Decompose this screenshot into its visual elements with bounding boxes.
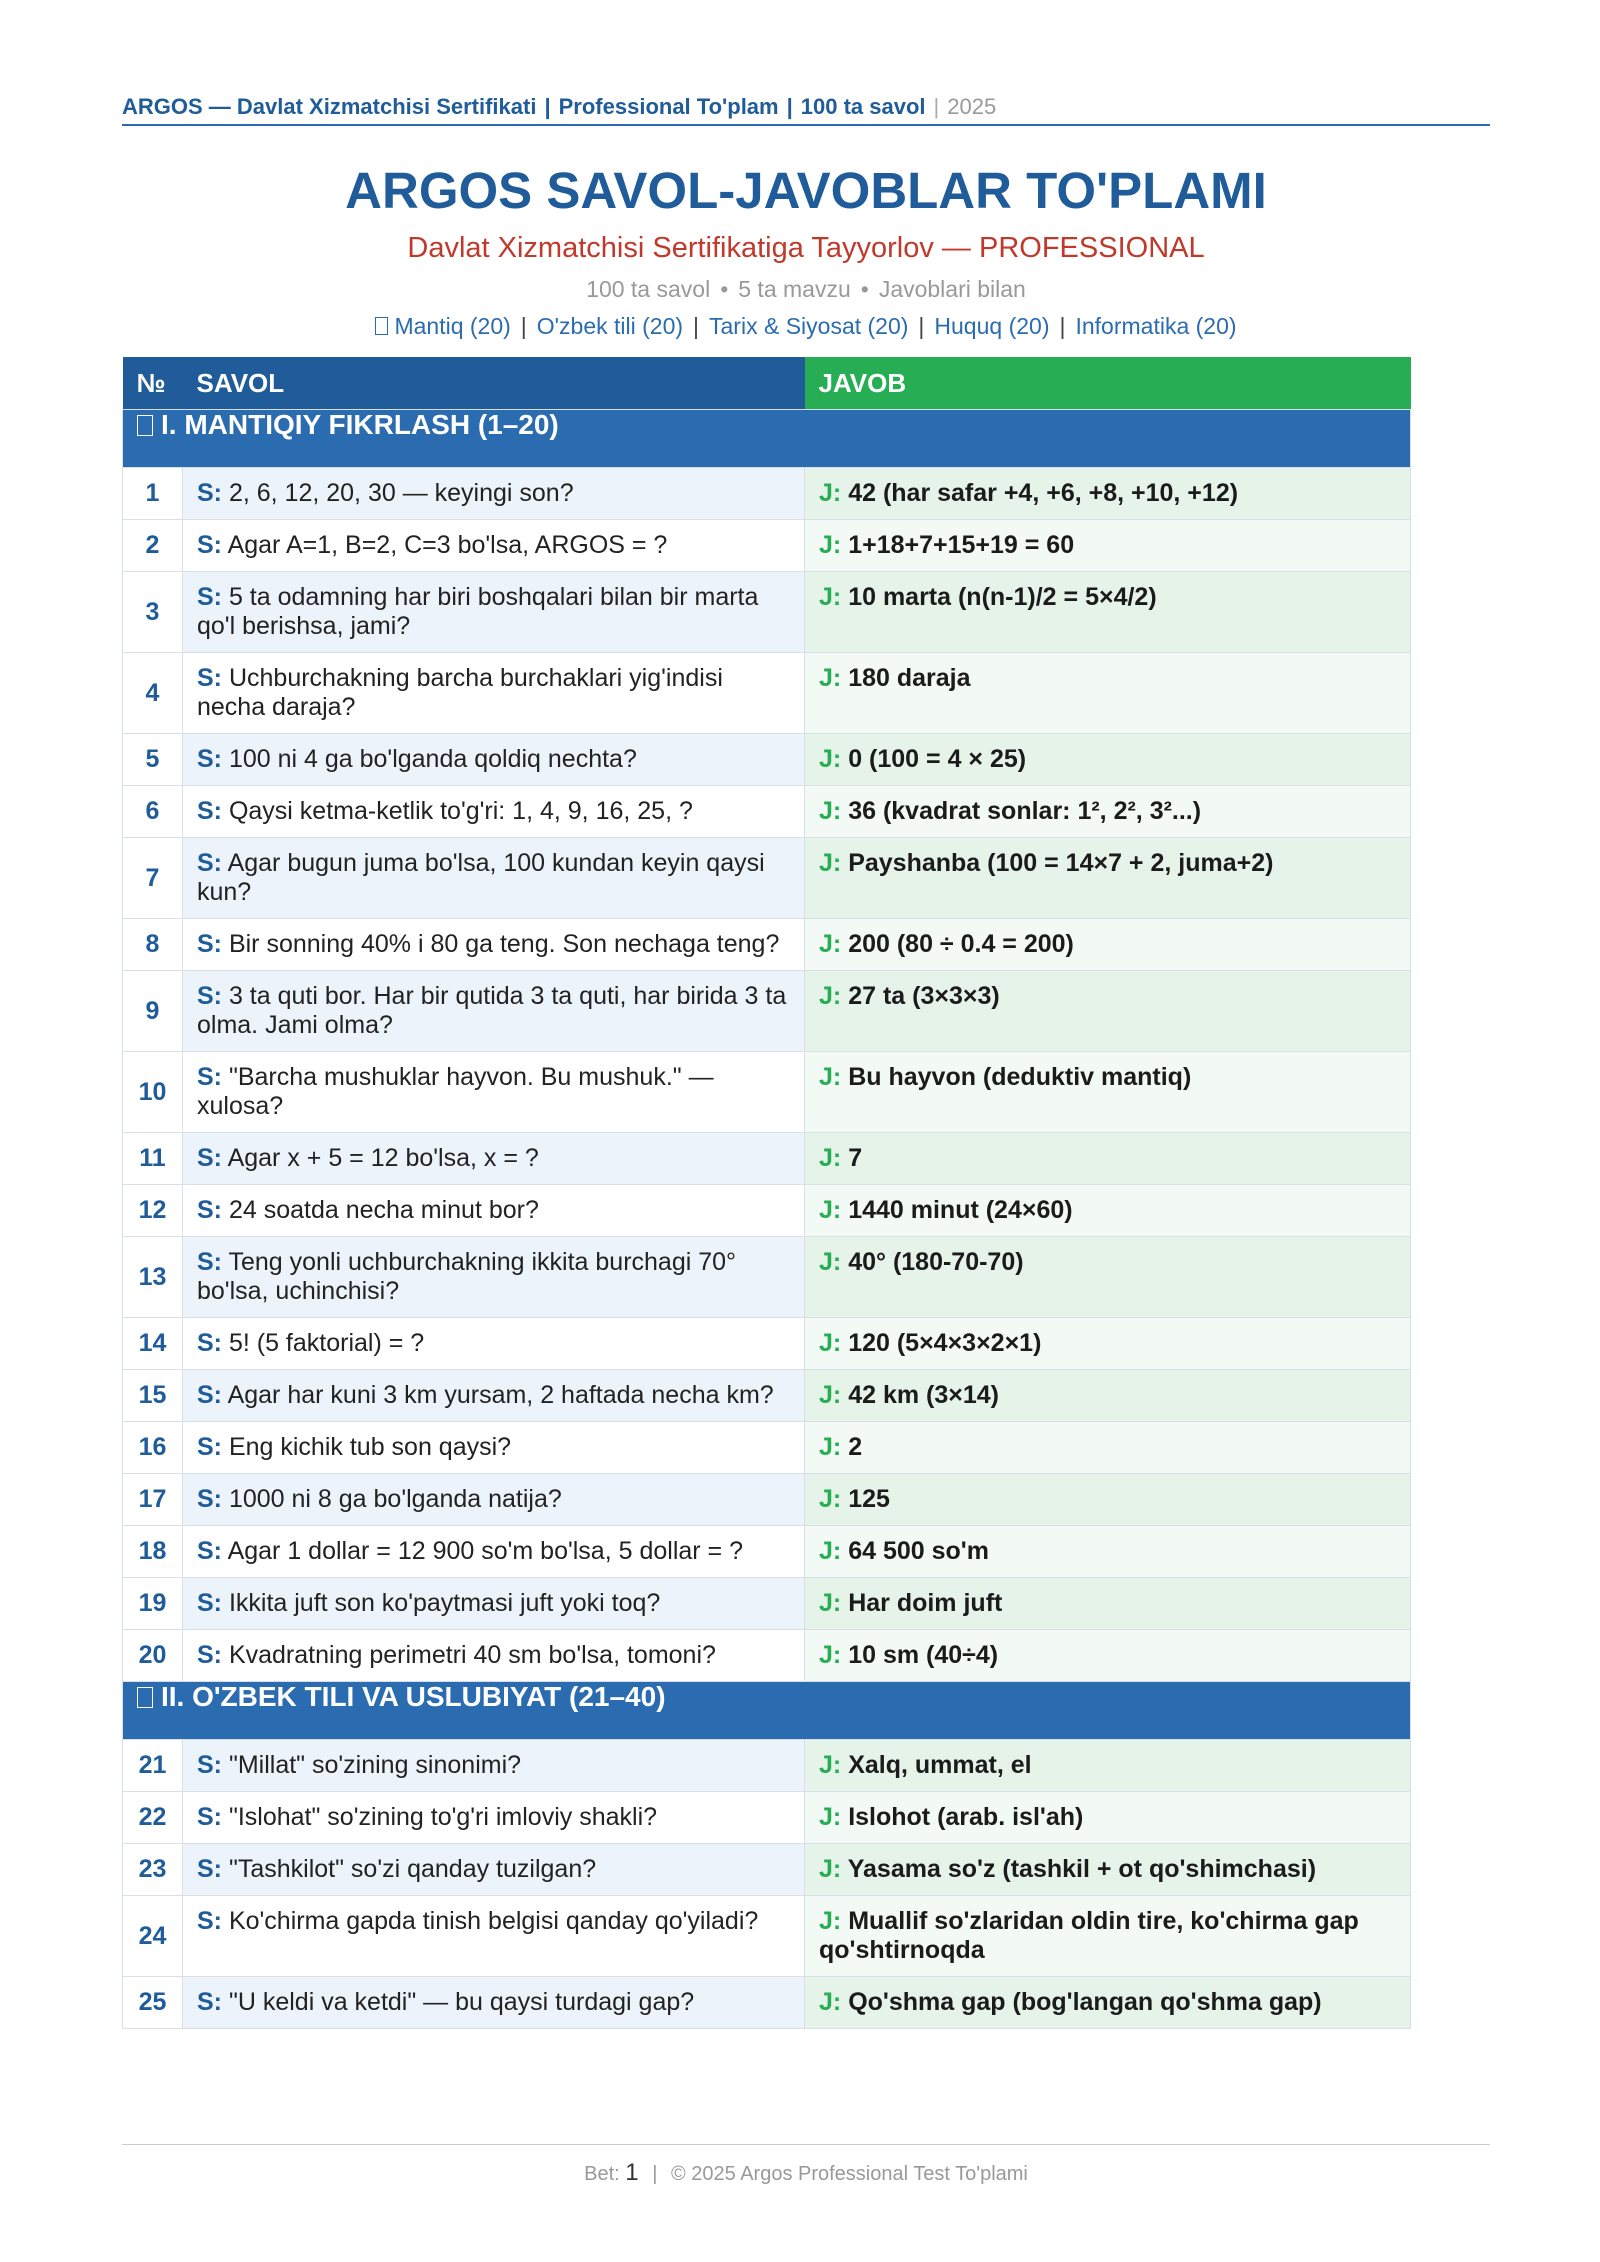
question-number: 2 (123, 520, 183, 572)
table-row (123, 572, 1411, 653)
answer-prefix: J: (819, 930, 842, 958)
section-title: I. MANTIQIY FIKRLASH (1–20) (161, 409, 559, 440)
section-box-icon (137, 1687, 153, 1708)
topic-box-icon (375, 317, 388, 335)
section-header (123, 410, 1411, 468)
answer-text: Islohot (arab. isl'ah) (848, 1803, 1084, 1831)
answer-text: Yasama so'z (tashkil + ot qo'shimchasi) (847, 1855, 1317, 1883)
question-text: Teng yonli uchburchakning ikkita burchagi 70° bo'lsa, uchinchisi? (197, 1248, 737, 1305)
answer-cell (805, 838, 1411, 919)
question-prefix: S: (197, 849, 222, 877)
question-prefix: S: (197, 531, 222, 559)
question-text: Bir sonning 40% i 80 ga teng. Son nechaga teng? (228, 930, 780, 958)
table-header-row (123, 357, 1411, 410)
question-cell (183, 572, 805, 653)
table-row (123, 1185, 1411, 1237)
table-row (123, 1792, 1411, 1844)
question-prefix: S: (197, 1907, 222, 1935)
question-cell (183, 1792, 805, 1844)
question-cell (183, 1474, 805, 1526)
answer-prefix: J: (819, 479, 842, 507)
table-row (123, 734, 1411, 786)
question-text: Qaysi ketma-ketlik to'g'ri: 1, 4, 9, 16, 25, ? (228, 797, 693, 825)
question-number: 12 (123, 1185, 183, 1237)
answer-text: 120 (5×4×3×2×1) (848, 1329, 1042, 1357)
question-number: 9 (123, 971, 183, 1052)
question-prefix: S: (197, 745, 222, 773)
header-collection: Professional To'plam (558, 94, 779, 119)
answer-cell (805, 1526, 1411, 1578)
answer-cell (805, 1237, 1411, 1318)
question-prefix: S: (197, 1537, 222, 1565)
meta-separator: • (720, 276, 729, 302)
question-prefix: S: (197, 1433, 222, 1461)
answer-cell (805, 1792, 1411, 1844)
question-cell (183, 971, 805, 1052)
footer-separator: | (652, 2163, 658, 2185)
question-number: 10 (123, 1052, 183, 1133)
answer-prefix: J: (819, 1641, 842, 1669)
question-text: 2, 6, 12, 20, 30 — keyingi son? (228, 479, 574, 507)
answer-cell (805, 1740, 1411, 1792)
question-text: Agar x + 5 = 12 bo'lsa, x = ? (227, 1144, 539, 1172)
header-brand: ARGOS — Davlat Xizmatchisi Sertifikati (122, 94, 537, 119)
question-cell (183, 1526, 805, 1578)
question-prefix: S: (197, 664, 222, 692)
answer-prefix: J: (819, 1855, 842, 1883)
question-number: 22 (123, 1792, 183, 1844)
answer-cell (805, 1133, 1411, 1185)
table-row (123, 1578, 1411, 1630)
question-prefix: S: (197, 1329, 222, 1357)
meta-item: 100 ta savol (586, 276, 711, 302)
answer-text: 125 (848, 1485, 890, 1513)
question-cell (183, 1422, 805, 1474)
question-cell (183, 1844, 805, 1896)
question-cell (183, 1896, 805, 1977)
table-row (123, 1630, 1411, 1682)
section-box-icon (137, 415, 153, 436)
answer-cell (805, 520, 1411, 572)
qa-table (122, 357, 1411, 2029)
question-prefix: S: (197, 1988, 222, 2016)
answer-cell (805, 1896, 1411, 1977)
question-prefix: S: (197, 1196, 222, 1224)
answer-prefix: J: (819, 1144, 842, 1172)
section-header-row (123, 410, 1411, 468)
question-number: 24 (123, 1896, 183, 1977)
table-row (123, 1422, 1411, 1474)
answer-text: Qo'shma gap (bog'langan qo'shma gap) (848, 1988, 1322, 2016)
page-subtitle: Davlat Xizmatchisi Sertifikatiga Tayyorlov — PROFESSIONAL (407, 232, 1205, 264)
section-title: II. O'ZBEK TILI VA USLUBIYAT (21–40) (161, 1681, 666, 1712)
answer-prefix: J: (819, 1381, 842, 1409)
topic-item: O'zbek tili (20) (536, 313, 684, 339)
answer-text: 42 km (3×14) (848, 1381, 999, 1409)
question-number: 23 (123, 1844, 183, 1896)
topic-item: Huquq (20) (934, 313, 1050, 339)
question-text: Agar 1 dollar = 12 900 so'm bo'lsa, 5 dollar = ? (227, 1537, 743, 1565)
answer-prefix: J: (819, 1063, 842, 1091)
question-text: "Millat" so'zining sinonimi? (228, 1751, 522, 1779)
question-text: "Islohat" so'zining to'g'ri imloviy shakli? (228, 1803, 658, 1831)
table-row (123, 468, 1411, 520)
question-text: "Tashkilot" so'zi qanday tuzilgan? (228, 1855, 597, 1883)
question-cell (183, 468, 805, 520)
answer-prefix: J: (819, 1803, 842, 1831)
question-cell (183, 1185, 805, 1237)
answer-cell (805, 786, 1411, 838)
question-prefix: S: (197, 1144, 222, 1172)
header-count: 100 ta savol (800, 94, 926, 119)
question-prefix: S: (197, 982, 222, 1010)
question-cell (183, 1740, 805, 1792)
answer-cell (805, 1318, 1411, 1370)
table-row (123, 971, 1411, 1052)
footer-label: Bet: (584, 2163, 620, 2185)
answer-text: 27 ta (3×3×3) (848, 982, 1000, 1010)
answer-cell (805, 572, 1411, 653)
question-prefix: S: (197, 1063, 222, 1091)
question-text: 100 ni 4 ga bo'lganda qoldiq nechta? (228, 745, 637, 773)
header-separator: | (544, 94, 551, 119)
table-row (123, 1133, 1411, 1185)
question-cell (183, 838, 805, 919)
question-prefix: S: (197, 583, 222, 611)
header-separator: | (786, 94, 793, 119)
answer-cell (805, 1578, 1411, 1630)
answer-cell (805, 734, 1411, 786)
question-number: 3 (123, 572, 183, 653)
answer-cell (805, 1977, 1411, 2029)
header-year: 2025 (947, 94, 997, 119)
question-text: Kvadratning perimetri 40 sm bo'lsa, tomoni? (228, 1641, 716, 1669)
table-row (123, 786, 1411, 838)
page-footer (122, 2144, 1490, 2187)
table-row (123, 1740, 1411, 1792)
question-text: 5 ta odamning har biri boshqalari bilan bir marta qo'l berishsa, jami? (197, 583, 759, 640)
column-header-number: № (123, 357, 183, 410)
question-cell (183, 520, 805, 572)
table-row (123, 1237, 1411, 1318)
table-row (123, 520, 1411, 572)
answer-prefix: J: (819, 531, 842, 559)
footer-copyright: © 2025 Argos Professional Test To'plami (670, 2163, 1028, 2185)
question-text: 1000 ni 8 ga bo'lganda natija? (228, 1485, 562, 1513)
question-cell (183, 1630, 805, 1682)
question-cell (183, 1370, 805, 1422)
question-text: 5! (5 faktorial) = ? (228, 1329, 425, 1357)
question-prefix: S: (197, 479, 222, 507)
meta-item: 5 ta mavzu (738, 276, 851, 302)
table-row (123, 1474, 1411, 1526)
question-number: 4 (123, 653, 183, 734)
answer-text: 40° (180-70-70) (848, 1248, 1024, 1276)
topic-list (122, 310, 1490, 342)
answer-prefix: J: (819, 1589, 842, 1617)
answer-prefix: J: (819, 583, 842, 611)
question-prefix: S: (197, 1855, 222, 1883)
topic-separator: | (918, 313, 925, 339)
answer-prefix: J: (819, 1329, 842, 1357)
question-text: Uchburchakning barcha burchaklari yig'indisi necha daraja? (197, 664, 723, 721)
question-prefix: S: (197, 1641, 222, 1669)
question-prefix: S: (197, 930, 222, 958)
answer-text: 7 (848, 1144, 863, 1172)
page-title: ARGOS SAVOL-JAVOBLAR TO'PLAMI (345, 162, 1267, 219)
answer-prefix: J: (819, 1537, 842, 1565)
section-header-row (123, 1682, 1411, 1740)
answer-cell (805, 468, 1411, 520)
question-number: 17 (123, 1474, 183, 1526)
question-prefix: S: (197, 1485, 222, 1513)
meta-separator: • (860, 276, 869, 302)
question-number: 20 (123, 1630, 183, 1682)
question-cell (183, 1318, 805, 1370)
topic-item: Mantiq (20) (394, 313, 511, 339)
topic-separator: | (1059, 313, 1066, 339)
answer-text: 64 500 so'm (848, 1537, 989, 1565)
question-prefix: S: (197, 797, 222, 825)
question-text: Ikkita juft son ko'paytmasi juft yoki toq? (228, 1589, 661, 1617)
question-number: 6 (123, 786, 183, 838)
table-row (123, 919, 1411, 971)
question-prefix: S: (197, 1248, 222, 1276)
answer-cell (805, 919, 1411, 971)
running-header (122, 94, 1490, 126)
question-number: 25 (123, 1977, 183, 2029)
column-header-answer: JAVOB (805, 357, 1411, 410)
table-row (123, 838, 1411, 919)
question-cell (183, 1052, 805, 1133)
answer-cell (805, 1370, 1411, 1422)
answer-text: Xalq, ummat, el (848, 1751, 1032, 1779)
question-number: 18 (123, 1526, 183, 1578)
answer-text: 180 daraja (848, 664, 971, 692)
question-number: 8 (123, 919, 183, 971)
answer-text: 10 sm (40÷4) (848, 1641, 999, 1669)
answer-text: 200 (80 ÷ 0.4 = 200) (848, 930, 1074, 958)
answer-cell (805, 653, 1411, 734)
table-row (123, 653, 1411, 734)
question-number: 16 (123, 1422, 183, 1474)
table-row (123, 1977, 1411, 2029)
meta-line (122, 274, 1490, 304)
question-prefix: S: (197, 1589, 222, 1617)
answer-prefix: J: (819, 1988, 842, 2016)
question-cell (183, 919, 805, 971)
qa-table-body (123, 410, 1411, 2029)
question-text: "Barcha mushuklar hayvon. Bu mushuk." — xulosa? (197, 1063, 714, 1120)
question-text: Eng kichik tub son qaysi? (228, 1433, 512, 1461)
answer-text: Har doim juft (848, 1589, 1003, 1617)
question-cell (183, 734, 805, 786)
answer-cell (805, 971, 1411, 1052)
question-number: 11 (123, 1133, 183, 1185)
answer-prefix: J: (819, 1433, 842, 1461)
answer-cell (805, 1844, 1411, 1896)
answer-text: 42 (har safar +4, +6, +8, +10, +12) (848, 479, 1239, 507)
question-number: 15 (123, 1370, 183, 1422)
question-text: "U keldi va ketdi" — bu qaysi turdagi gap? (228, 1988, 695, 2016)
topic-item: Informatika (20) (1075, 313, 1237, 339)
table-row (123, 1526, 1411, 1578)
answer-text: 1440 minut (24×60) (848, 1196, 1073, 1224)
answer-text: Payshanba (100 = 14×7 + 2, juma+2) (848, 849, 1274, 877)
answer-prefix: J: (819, 849, 842, 877)
table-row (123, 1318, 1411, 1370)
answer-prefix: J: (819, 797, 842, 825)
question-number: 5 (123, 734, 183, 786)
question-cell (183, 1977, 805, 2029)
question-cell (183, 1237, 805, 1318)
table-row (123, 1844, 1411, 1896)
answer-prefix: J: (819, 1485, 842, 1513)
table-row (123, 1370, 1411, 1422)
answer-prefix: J: (819, 664, 842, 692)
answer-cell (805, 1474, 1411, 1526)
question-prefix: S: (197, 1751, 222, 1779)
question-cell (183, 1133, 805, 1185)
question-cell (183, 1578, 805, 1630)
answer-text: 2 (848, 1433, 863, 1461)
page-number: 1 (625, 2159, 639, 2186)
question-number: 14 (123, 1318, 183, 1370)
table-row (123, 1052, 1411, 1133)
question-text: 3 ta quti bor. Har bir qutida 3 ta quti, har birida 3 ta olma. Jami olma? (197, 982, 787, 1039)
answer-prefix: J: (819, 1907, 842, 1935)
question-number: 19 (123, 1578, 183, 1630)
answer-text: 1+18+7+15+19 = 60 (848, 531, 1075, 559)
answer-text: Bu hayvon (deduktiv mantiq) (848, 1063, 1192, 1091)
topic-separator: | (520, 313, 527, 339)
section-header (123, 1682, 1411, 1740)
answer-prefix: J: (819, 982, 842, 1010)
answer-cell (805, 1052, 1411, 1133)
question-prefix: S: (197, 1803, 222, 1831)
answer-prefix: J: (819, 1248, 842, 1276)
column-header-question: SAVOL (183, 357, 805, 410)
question-text: Agar har kuni 3 km yursam, 2 haftada necha km? (227, 1381, 774, 1409)
title-block (122, 158, 1490, 342)
topic-separator: | (693, 313, 700, 339)
answer-cell (805, 1630, 1411, 1682)
answer-text: 10 marta (n(n-1)/2 = 5×4/2) (848, 583, 1157, 611)
answer-text: 0 (100 = 4 × 25) (848, 745, 1027, 773)
answer-text: 36 (kvadrat sonlar: 1², 2², 3²...) (848, 797, 1202, 825)
answer-prefix: J: (819, 1751, 842, 1779)
header-separator: | (933, 94, 940, 119)
question-text: Ko'chirma gapda tinish belgisi qanday qo'yiladi? (228, 1907, 759, 1935)
question-number: 7 (123, 838, 183, 919)
question-number: 13 (123, 1237, 183, 1318)
question-text: Agar A=1, B=2, C=3 bo'lsa, ARGOS = ? (227, 531, 668, 559)
question-text: 24 soatda necha minut bor? (228, 1196, 539, 1224)
answer-text: Muallif so'zlaridan oldin tire, ko'chirma gap qo'shtirnoqda (819, 1907, 1359, 1964)
question-number: 1 (123, 468, 183, 520)
question-text: Agar bugun juma bo'lsa, 100 kundan keyin qaysi kun? (197, 849, 765, 906)
topic-item: Tarix & Siyosat (20) (709, 313, 909, 339)
question-cell (183, 786, 805, 838)
table-row (123, 1896, 1411, 1977)
answer-prefix: J: (819, 745, 842, 773)
question-number: 21 (123, 1740, 183, 1792)
question-prefix: S: (197, 1381, 222, 1409)
answer-prefix: J: (819, 1196, 842, 1224)
meta-item: Javoblari bilan (878, 276, 1026, 302)
question-cell (183, 653, 805, 734)
answer-cell (805, 1422, 1411, 1474)
answer-cell (805, 1185, 1411, 1237)
